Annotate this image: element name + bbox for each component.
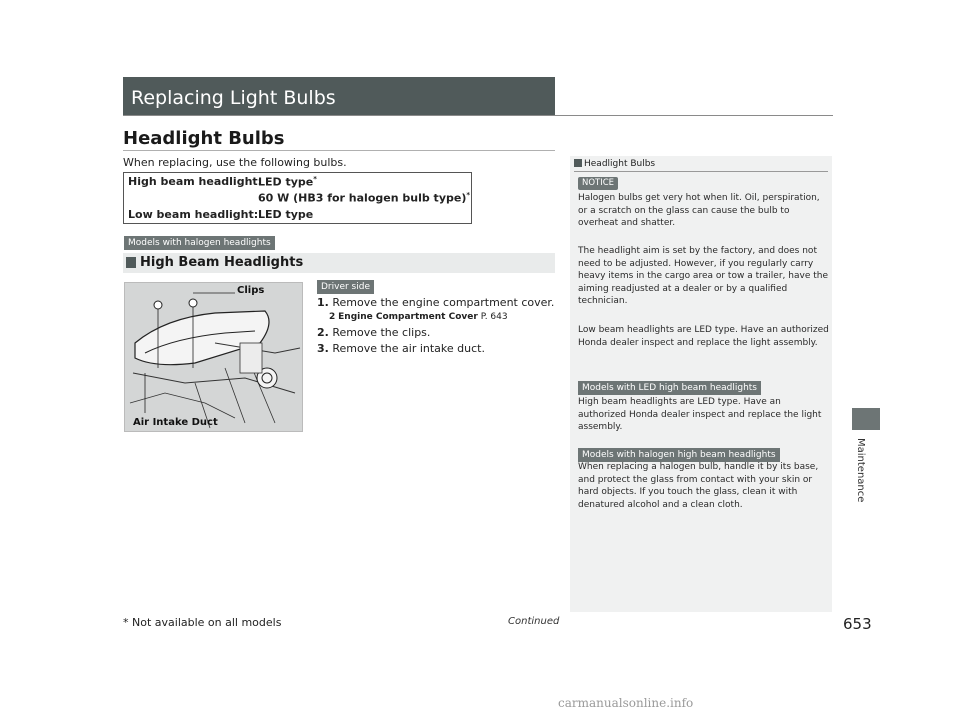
air-intake-duct-label: Air Intake Duct xyxy=(133,417,218,428)
driver-side-tag: Driver side xyxy=(317,280,374,294)
spec-value: LED type xyxy=(258,208,314,221)
section-tab-label: Maintenance xyxy=(855,438,866,503)
model-tag-halogen: Models with halogen headlights xyxy=(124,236,275,250)
heading-divider xyxy=(123,150,555,151)
continued-label: Continued xyxy=(508,616,560,627)
footnote-mark: * xyxy=(466,191,471,199)
bulb-spec-table xyxy=(123,172,472,224)
aim-paragraph: The headlight aim is set by the factory, and does not need to be adjusted. However, if you regularly carry heavy items in the cargo area or tow a trailer, have the aiming readjusted at a dealer or by a qualified technician. xyxy=(578,246,828,306)
spec-label: High beam headlight: xyxy=(128,175,263,188)
section-tab-marker xyxy=(852,408,880,430)
sidebar-heading: Headlight Bulbs xyxy=(574,159,655,169)
footnote-mark: * xyxy=(313,175,317,183)
note-marker-icon xyxy=(574,159,582,167)
page-heading: Headlight Bulbs xyxy=(123,128,285,149)
engine-illustration xyxy=(124,282,303,432)
intro-text: When replacing, use the following bulbs. xyxy=(123,156,347,169)
model-tag-halogen-high: Models with halogen high beam headlights xyxy=(578,448,780,462)
spec-value: LED type* xyxy=(258,175,317,189)
step-1: 1. Remove the engine compartment cover. xyxy=(317,296,555,309)
section-marker-icon xyxy=(126,257,136,268)
chapter-title: Replacing Light Bulbs xyxy=(131,87,336,109)
spec-value: 60 W (HB3 for halogen bulb type)* xyxy=(258,191,471,205)
sidebar-divider xyxy=(574,171,828,172)
section-title: High Beam Headlights xyxy=(140,255,304,270)
section-bar xyxy=(123,253,555,273)
halogen-paragraph: When replacing a halogen bulb, handle it by its base, and protect the glass from contact with your skin or hard objects. If you touch the glass, clean it with denatured alcohol and a clean cloth. xyxy=(578,462,819,510)
low-beam-paragraph: Low beam headlights are LED type. Have an authorized Honda dealer inspect and replace the light assembly. xyxy=(578,325,829,348)
banner-divider xyxy=(123,115,833,116)
engine-drawing xyxy=(125,283,303,432)
clips-label: Clips xyxy=(237,285,265,296)
watermark: carmanualsonline.info xyxy=(558,696,694,710)
cross-reference-link[interactable]: 2 Engine Compartment Cover P. 643 xyxy=(329,312,508,322)
notice-text: Halogen bulbs get very hot when lit. Oil, perspiration, or a scratch on the glass can cause the bulb to overheat and shatter. xyxy=(578,193,820,228)
page-number: 653 xyxy=(843,615,872,633)
step-3: 3. Remove the air intake duct. xyxy=(317,342,485,355)
reference-arrow-icon: 2 xyxy=(329,312,336,322)
model-tag-led: Models with LED high beam headlights xyxy=(578,381,761,395)
notes-sidebar xyxy=(570,156,832,612)
notice-badge: NOTICE xyxy=(578,177,618,190)
high-beam-paragraph: High beam headlights are LED type. Have an authorized Honda dealer inspect and replace the light assembly. xyxy=(578,397,822,432)
chapter-banner xyxy=(123,77,555,115)
footnote: * Not available on all models xyxy=(123,616,282,629)
step-2: 2. Remove the clips. xyxy=(317,326,431,339)
spec-label: Low beam headlight: xyxy=(128,208,259,221)
